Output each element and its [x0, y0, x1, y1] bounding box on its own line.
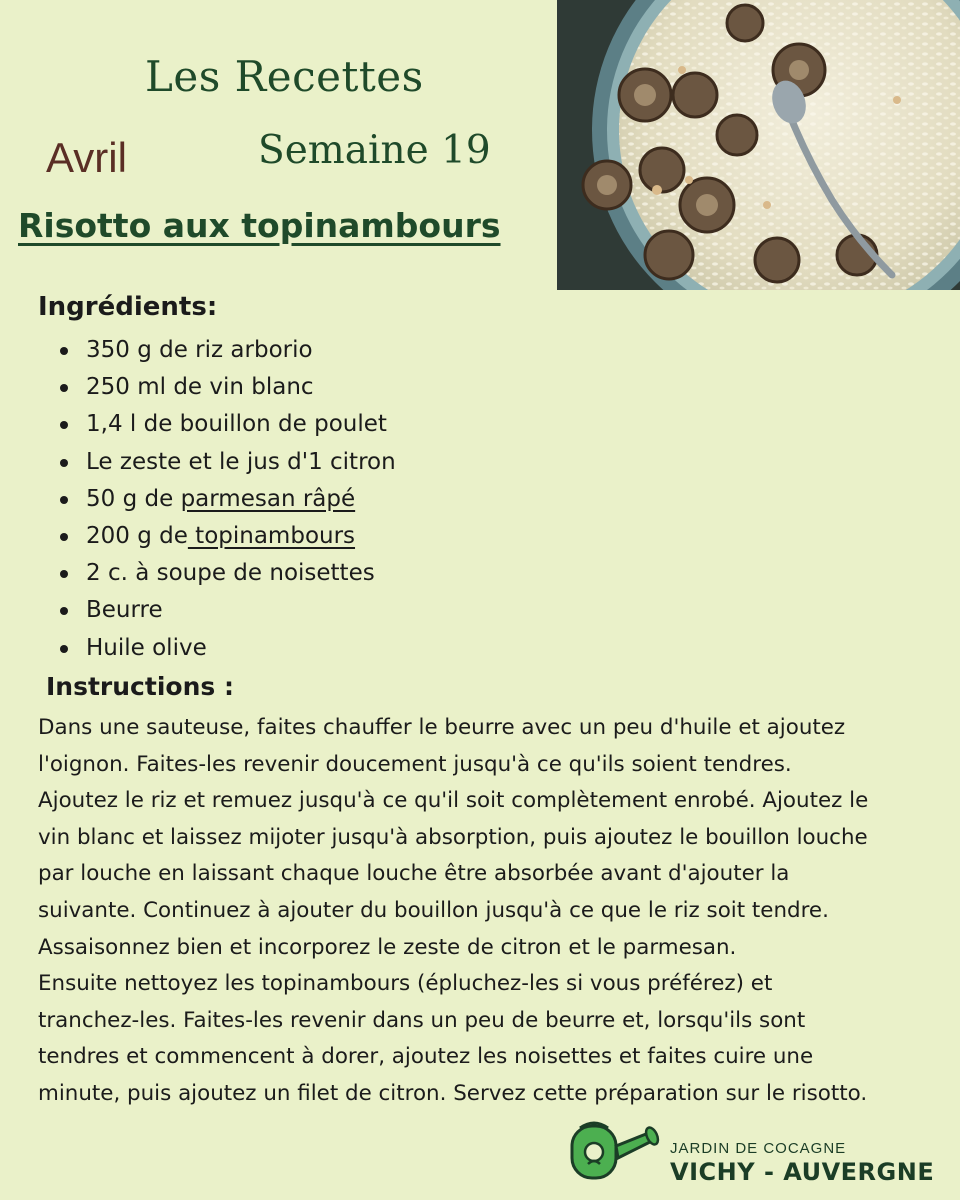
risotto-photo — [557, 0, 960, 290]
instruction-line: Assaisonnez bien et incorporez le zeste de citron et le parmesan. — [38, 934, 737, 960]
jardin-de-cocagne-logo — [566, 1118, 946, 1190]
instruction-line: tendres et commencent à dorer, ajoutez les noisettes et faites cuire une — [38, 1044, 814, 1070]
parmesan-link[interactable]: parmesan râpé — [180, 485, 356, 512]
list-item: 350 g de riz arborio — [60, 332, 396, 369]
list-item: Beurre — [60, 592, 396, 629]
list-item: 250 ml de vin blanc — [60, 369, 396, 406]
instruction-line: l'oignon. Faites-les revenir doucement jusqu'à ce qu'ils soient tendres. — [38, 751, 792, 777]
recipe-title: Risotto aux topinambours — [18, 206, 501, 245]
instruction-line: Ensuite nettoyez les topinambours (épluchez-les si vous préférez) et — [38, 971, 773, 997]
week-label: Semaine 19 — [258, 128, 491, 173]
list-item: 2 c. à soupe de noisettes — [60, 555, 396, 592]
instructions-heading: Instructions : — [46, 672, 234, 701]
watering-can-logo-icon — [566, 1118, 662, 1190]
instruction-line: suivante. Continuez à ajouter du bouillon jusqu'à ce que le riz soit tendre. — [38, 897, 829, 923]
instructions-text — [38, 710, 868, 1113]
instruction-line: vin blanc et laissez mijoter jusqu'à absorption, puis ajoutez le bouillon louche — [38, 824, 868, 850]
month-label: Avril — [46, 134, 127, 181]
instruction-line: minute, puis ajoutez un filet de citron. Servez cette préparation sur le risotto. — [38, 1080, 868, 1106]
instruction-line: tranchez-les. Faites-les revenir dans un peu de beurre et, lorsqu'ils sont — [38, 1007, 806, 1033]
instruction-line: par louche en laissant chaque louche être absorbée avant d'ajouter la — [38, 861, 790, 887]
list-item: Le zeste et le jus d'1 citron — [60, 444, 396, 481]
page-title: Les Recettes — [145, 52, 424, 101]
logo-line1: JARDIN DE COCAGNE — [670, 1140, 847, 1157]
list-item: 1,4 l de bouillon de poulet — [60, 406, 396, 443]
instruction-line: Dans une sauteuse, faites chauffer le beurre avec un peu d'huile et ajoutez — [38, 715, 846, 740]
ingredients-heading: Ingrédients: — [38, 292, 218, 322]
list-item: 50 g de parmesan râpé — [60, 481, 396, 518]
instruction-line: Ajoutez le riz et remuez jusqu'à ce qu'il soit complètement enrobé. Ajoutez le — [38, 788, 869, 814]
topinambours-link[interactable]: topinambours — [187, 522, 356, 549]
list-item: 200 g de topinambours — [60, 518, 396, 555]
list-item: Huile olive — [60, 630, 396, 667]
logo-line2: VICHY - AUVERGNE — [670, 1158, 935, 1186]
ingredients-list — [60, 332, 396, 667]
risotto-illustration — [557, 0, 960, 290]
